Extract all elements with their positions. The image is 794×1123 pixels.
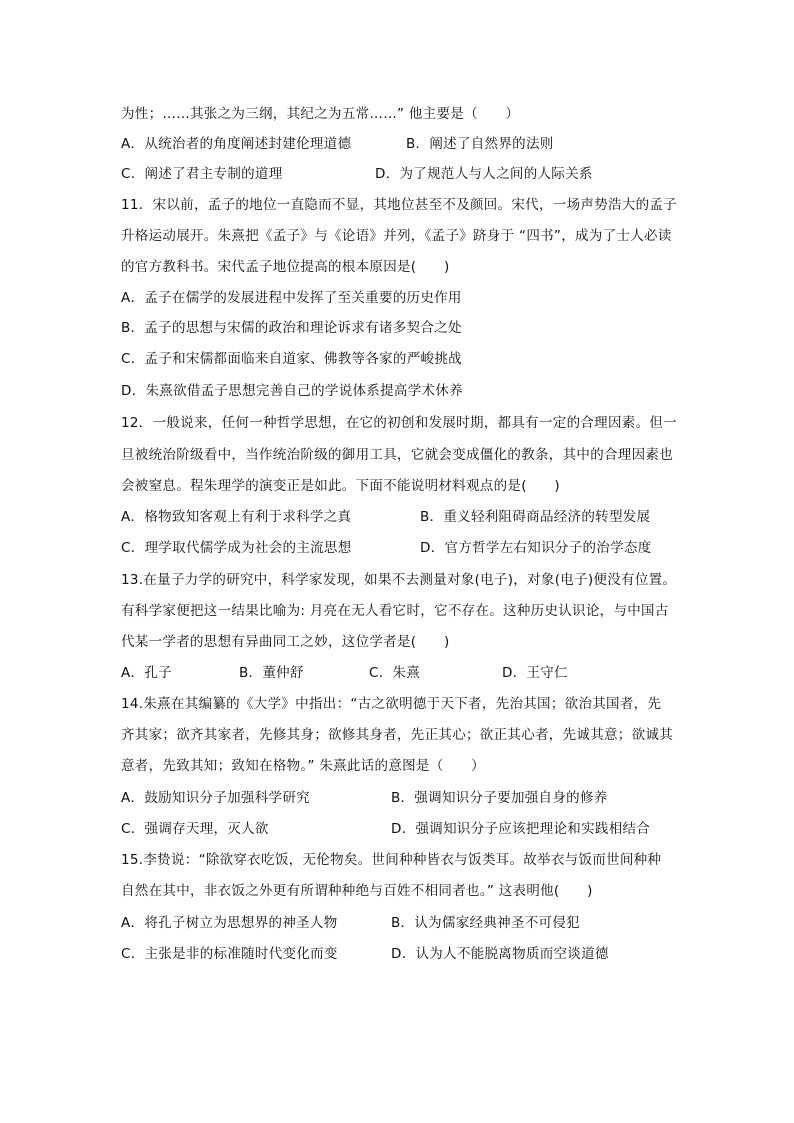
- q10-option-c: C．阐述了君主专制的道理: [121, 166, 283, 182]
- q11-option-d: D．朱熹欲借孟子思想完善自己的学说体系提高学术休养: [121, 383, 463, 399]
- q10-option-b: B．阐述了自然界的法则: [406, 136, 554, 152]
- q12-options-cd: [121, 538, 691, 558]
- q13-option-c: C．朱熹: [369, 665, 421, 681]
- q10-options-ab: [121, 134, 691, 154]
- q15-stem-line: 自然在其中，非衣饭之外更有所谓种种绝与百姓不相同者也。” 这表明他( ): [121, 883, 593, 899]
- q12-options-ab: [121, 507, 691, 527]
- q13-stem-line: 有科学家便把这一结果比喻为: 月亮在无人看它时，它不存在。这种历史认识论，与中国古: [121, 603, 669, 619]
- q15-option-d: D．认为人不能脱离物质而空谈道德: [391, 946, 609, 962]
- q14-options-ab: [121, 788, 691, 808]
- q14-option-a: A．鼓励知识分子加强科学研究: [121, 790, 310, 806]
- q12-option-b: B．重义轻利阻碍商品经济的转型发展: [420, 509, 651, 525]
- q14-stem-line: 14.朱熹在其编纂的《大学》中指出：“古之欲明德于天下者，先治其国；欲治其国者，先: [121, 696, 662, 712]
- q11-stem-line: 11．宋以前，孟子的地位一直隐而不显，其地位甚至不及颜回。宋代，一场声势浩大的孟子: [121, 197, 677, 213]
- q12-stem-line: 旦被统治阶级看中，当作统治阶级的御用工具，它就会变成僵化的教条，其中的合理因素也: [121, 447, 673, 463]
- q13-stem-line: 代某一学者的思想有异曲同工之妙，这位学者是( ): [121, 634, 450, 650]
- q14-stem-line: 意者，先致其知；致知在格物。” 朱熹此话的意图是（ ）: [121, 758, 485, 774]
- q14-option-d: D．强调知识分子应该把理论和实践相结合: [391, 821, 651, 837]
- q13-option-a: A．孔子: [121, 665, 172, 681]
- q12-stem-line: 12．一般说来，任何一种哲学思想，在它的初创和发展时期，都具有一定的合理因素。但一: [121, 415, 677, 431]
- q11-stem-line: 升格运动展开。朱熹把《孟子》与《论语》并列，《孟子》跻身于 “四书”，成为了士人必读: [121, 228, 672, 244]
- q11-option-a: A．孟子在儒学的发展进程中发挥了至关重要的历史作用: [121, 290, 462, 306]
- q10-option-d: D．为了规范人与人之间的人际关系: [375, 166, 593, 182]
- q10-stem-tail: 为性；……其张之为三纲，其纪之为五常……” 他主要是（ ）: [121, 106, 520, 122]
- q14-options-cd: [121, 819, 691, 839]
- q15-option-c: C．主张是非的标准随时代变化而变: [121, 946, 338, 962]
- q12-option-c: C．理学取代儒学成为社会的主流思想: [121, 540, 352, 556]
- q11-option-c: C．孟子和宋儒都面临来自道家、佛教等各家的严峻挑战: [121, 351, 462, 367]
- q12-stem-line: 会被窒息。程朱理学的演变正是如此。下面不能说明材料观点的是( ): [121, 478, 560, 494]
- q15-options-ab: [121, 913, 691, 933]
- q13-options: [121, 663, 691, 683]
- q14-stem-line: 齐其家；欲齐其家者，先修其身；欲修其身者，先正其心；欲正其心者，先诚其意；欲诚其: [121, 727, 673, 743]
- q11-option-b: B．孟子的思想与宋儒的政治和理论诉求有诸多契合之处: [121, 320, 462, 336]
- q15-option-b: B．认为儒家经典神圣不可侵犯: [391, 915, 580, 931]
- q14-option-b: B．强调知识分子要加强自身的修养: [391, 790, 608, 806]
- q13-stem-line: 13.在量子力学的研究中，科学家发现，如果不去测量对象(电子)，对象(电子)便没有位置。: [121, 572, 677, 588]
- q10-options-cd: [121, 164, 691, 184]
- q15-stem-line: 15.李贽说：“除欲穿衣吃饭，无伦物矣。世间种种皆衣与饭类耳。故举衣与饭而世间种种: [121, 852, 662, 868]
- q15-option-a: A．将孔子树立为思想界的神圣人物: [121, 915, 338, 931]
- q11-stem-line: 的官方教科书。宋代孟子地位提高的根本原因是( ): [121, 259, 450, 275]
- q12-option-a: A．格物致知客观上有利于求科学之真: [121, 509, 352, 525]
- q12-option-d: D．官方哲学左右知识分子的治学态度: [420, 540, 652, 556]
- q10-option-a: A．从统治者的角度阐述封建伦理道德: [121, 136, 352, 152]
- q14-option-c: C．强调存天理，灭人欲: [121, 821, 269, 837]
- q13-option-d: D．王守仁: [502, 665, 568, 681]
- q13-option-b: B．董仲舒: [239, 665, 304, 681]
- q15-options-cd: [121, 944, 691, 964]
